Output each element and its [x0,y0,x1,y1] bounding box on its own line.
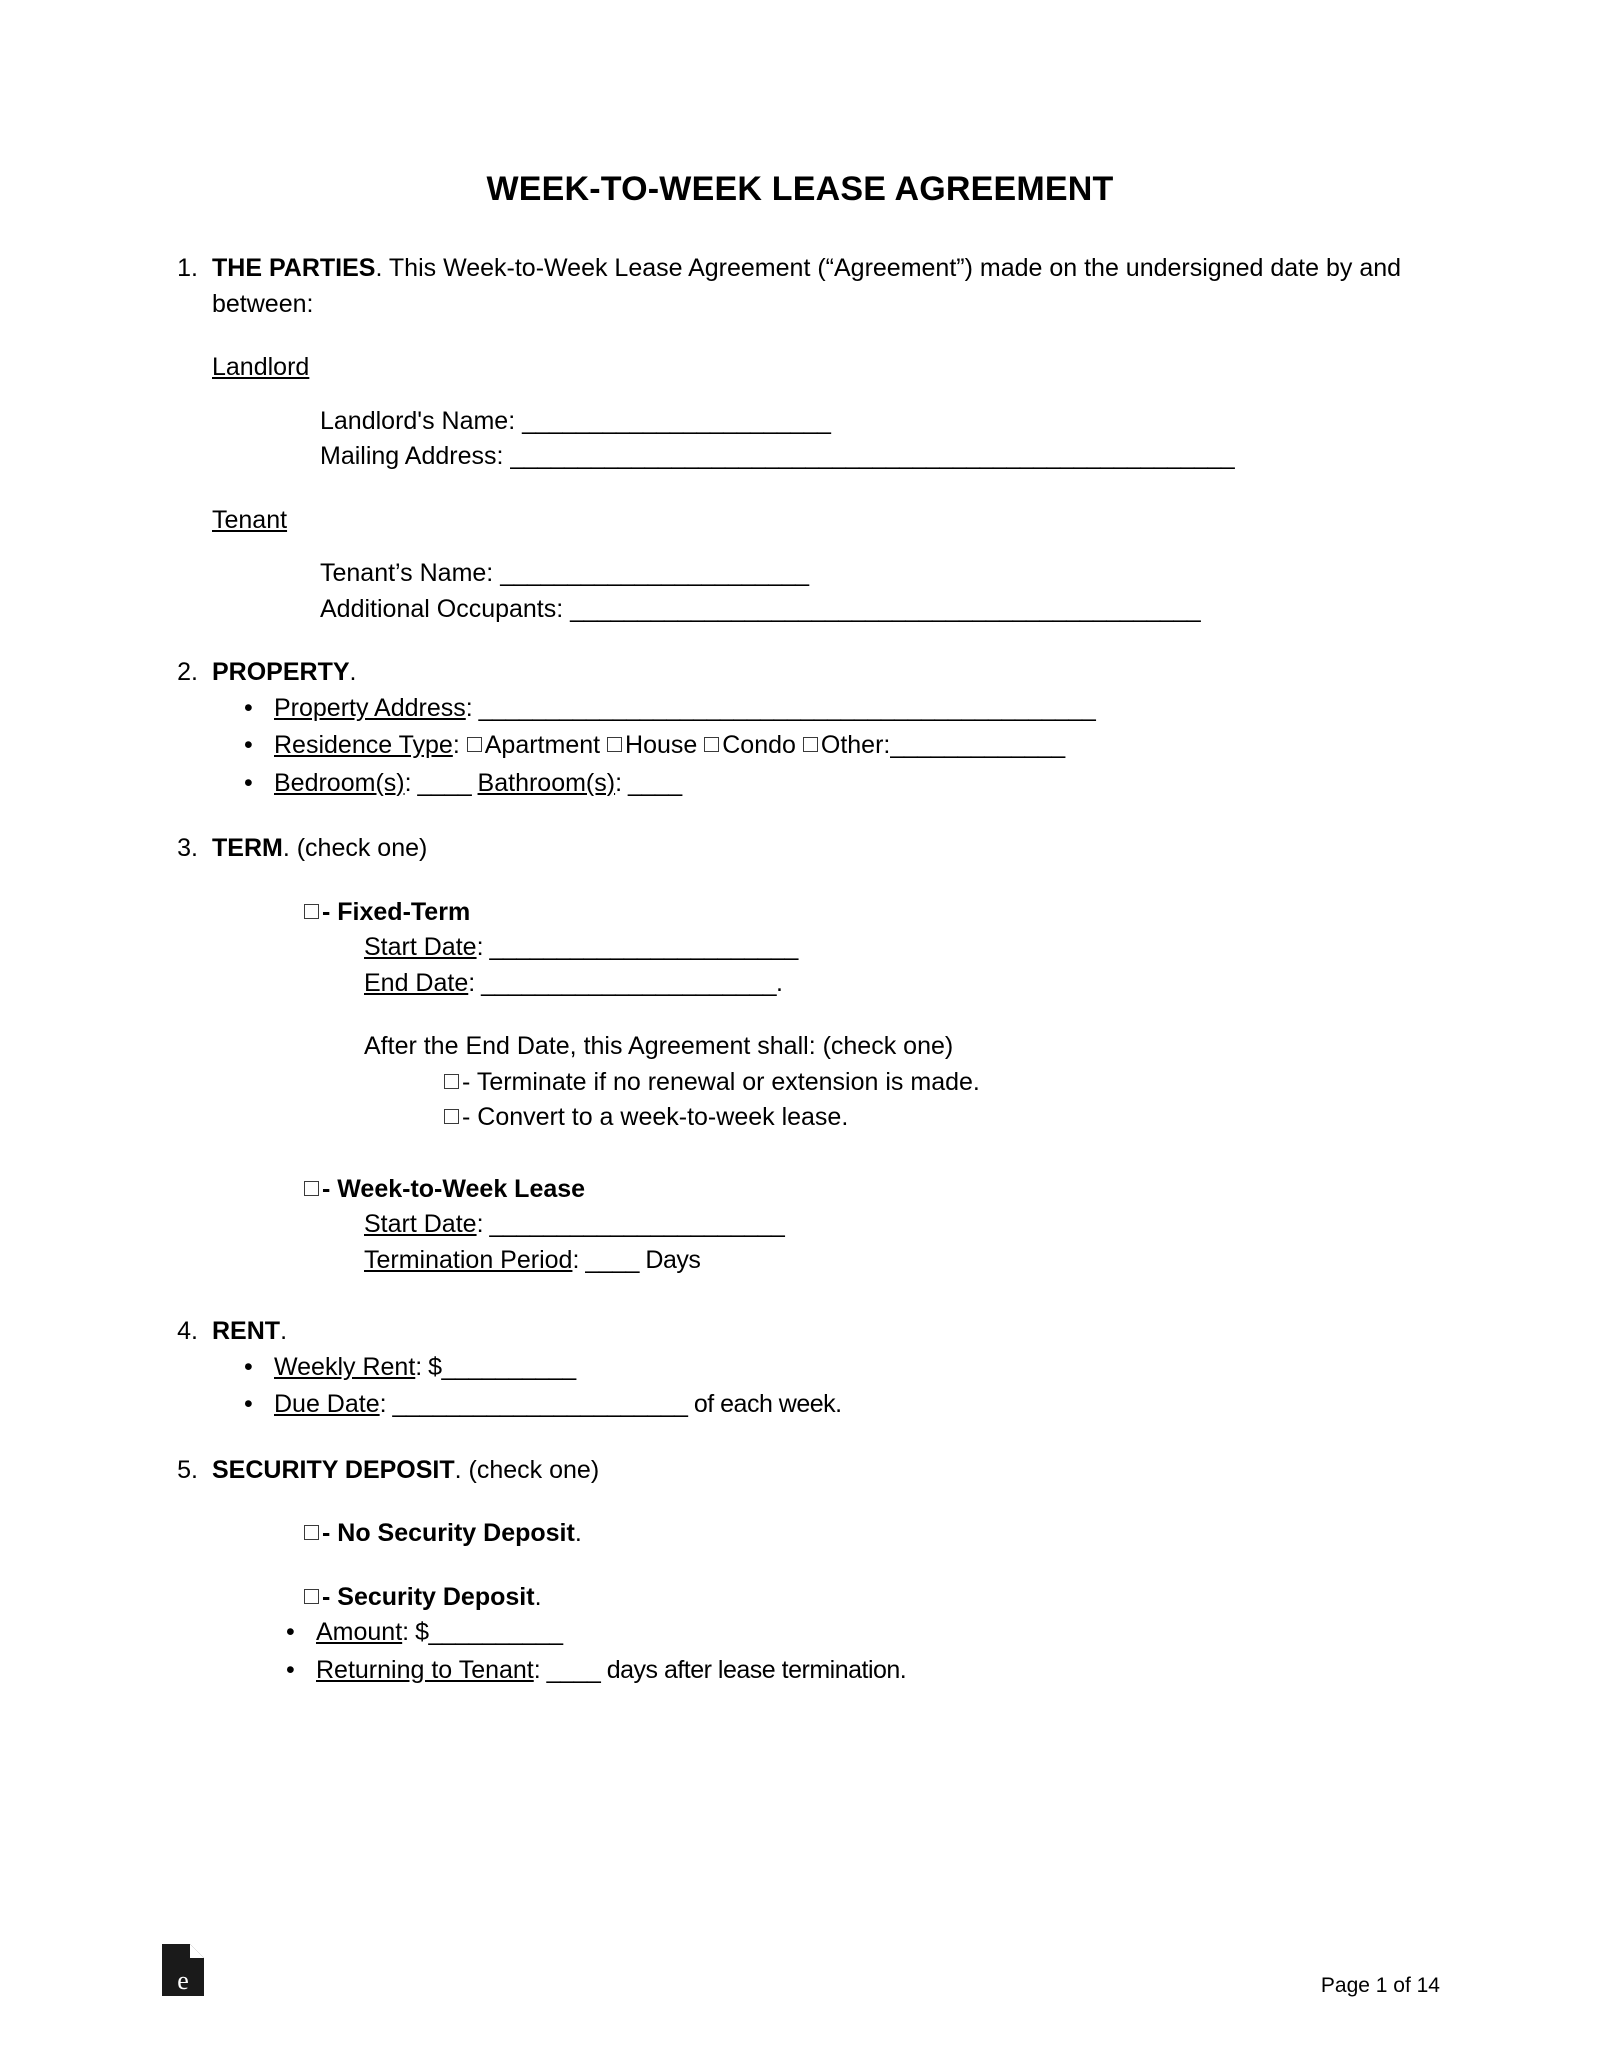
additional-occupants-label: Additional Occupants: [320,594,564,623]
week-to-week-start-field[interactable]: : ______________________ [476,1210,785,1238]
fixed-term-option-row [304,895,1440,931]
bathrooms-field[interactable]: : ____ [615,768,682,797]
clause-term-suffix: . (check one) [282,834,428,862]
list-item [212,1387,1440,1423]
checkbox-house-icon[interactable] [607,737,622,752]
list-item [212,1653,1440,1689]
clause-number: 3. [177,834,198,862]
after-end-option-1-label: - Terminate if no renewal or extension is made. [462,1067,980,1096]
fixed-term-end-row [364,966,1440,1002]
clause-content [212,251,1440,627]
clause-parties [160,251,1440,627]
residence-option-condo: Condo [722,731,796,759]
fixed-term-label: - Fixed-Term [322,897,471,926]
weekly-rent-field[interactable]: : $__________ [415,1352,576,1381]
fixed-term-start-row [364,930,1440,966]
residence-type-colon: : [452,731,467,759]
page-title: WEEK-TO-WEEK LEASE AGREEMENT [486,170,1114,208]
due-date-label: Due Date [274,1390,380,1418]
week-to-week-start-row [364,1207,1440,1243]
fixed-term-start-label: Start Date [364,933,477,961]
landlord-name-field[interactable]: _______________________ [522,406,831,435]
tenant-name-label: Tenant’s Name: [320,559,494,587]
property-bullet-list [212,691,1440,802]
residence-option-other: Other: [820,731,891,759]
tenant-name-row [320,556,1440,592]
list-item [212,728,1440,764]
fixed-term-end-label: End Date [364,968,469,997]
landlord-address-row [320,439,1440,475]
list-item [212,766,1440,802]
tenant-section-label: Tenant [212,505,288,534]
due-date-field[interactable]: : ______________________ of each week. [379,1390,842,1418]
clause-property [160,655,1440,803]
checkbox-terminate-icon[interactable] [444,1074,459,1089]
after-end-option-2-row [444,1100,1440,1136]
clause-content [212,1453,1440,1691]
week-to-week-option-row [304,1172,1440,1208]
property-address-field[interactable]: : ______________________________________________ [465,693,1096,722]
deposit-amount-label: Amount [316,1618,403,1646]
checkbox-week-to-week-icon[interactable] [304,1181,319,1196]
clause-parties-intro: . This Week-to-Week Lease Agreement (“Agreement”) made on the undersigned date by and between: [212,254,1402,318]
fixed-term-end-field[interactable]: : ______________________. [468,968,783,997]
clause-content [212,831,1440,1278]
no-security-deposit-row [304,1516,1440,1552]
clause-rent [160,1314,1440,1425]
clause-number: 4. [177,1317,198,1345]
checkbox-apartment-icon[interactable] [467,737,482,752]
clause-number: 2. [177,658,198,686]
clause-heading-property: PROPERTY [212,658,350,686]
clause-heading-parties: THE PARTIES [212,254,376,282]
additional-occupants-row [320,592,1440,628]
week-to-week-label: - Week-to-Week Lease [322,1174,586,1203]
additional-occupants-field[interactable]: _______________________________________________ [570,594,1201,623]
mailing-address-label: Mailing Address: [320,442,504,470]
checkbox-convert-icon[interactable] [444,1109,459,1124]
deposit-returning-label: Returning to Tenant [316,1655,534,1684]
clause-term [160,831,1440,1278]
security-deposit-suffix: . [534,1582,542,1611]
fixed-term-start-field[interactable]: : _______________________ [476,933,798,961]
after-end-date-text: After the End Date, this Agreement shall: (check one) [364,1032,954,1060]
after-end-option-1-row [444,1065,1440,1101]
clause-security-deposit [160,1453,1440,1691]
bedrooms-label: Bedroom(s) [274,768,405,797]
list-item [212,691,1440,727]
bedrooms-field[interactable]: : ____ [404,768,478,797]
clause-heading-term: TERM [212,834,283,862]
list-item [212,1350,1440,1386]
clause-content [212,655,1440,803]
residence-other-field[interactable]: _____________ [890,731,1065,759]
residence-type-label: Residence Type [274,731,453,759]
landlord-name-label: Landlord's Name: [320,406,516,435]
page-footer [160,1942,1440,1998]
landlord-section-label: Landlord [212,353,310,381]
landlord-name-row [320,404,1440,440]
checkbox-condo-icon[interactable] [704,737,719,752]
no-security-deposit-suffix: . [574,1519,582,1547]
security-deposit-row [304,1580,1440,1616]
security-deposit-label: - Security Deposit [322,1582,535,1611]
checkbox-fixed-term-icon[interactable] [304,904,319,919]
tenant-name-field[interactable]: _______________________ [500,559,809,587]
clause-content [212,1314,1440,1425]
clause-security-suffix: . (check one) [454,1455,600,1484]
checkbox-other-icon[interactable] [803,737,818,752]
eforms-logo-icon [160,1942,206,1998]
weekly-rent-label: Weekly Rent [274,1352,416,1381]
residence-option-house: House [625,731,698,759]
clause-heading-security-deposit: SECURITY DEPOSIT [212,1455,455,1484]
property-address-label: Property Address [274,693,466,722]
svg-text:e: e [177,1966,189,1995]
week-to-week-start-label: Start Date [364,1210,477,1238]
clause-property-suffix: . [349,658,357,686]
page-number: Page 1 of 14 [1320,1974,1440,1997]
residence-option-apartment: Apartment [484,731,601,759]
termination-period-field[interactable]: : ____ Days [572,1245,701,1274]
deposit-amount-field[interactable]: : $__________ [402,1618,563,1646]
termination-period-row [364,1243,1440,1279]
rent-bullet-list [212,1350,1440,1423]
no-security-deposit-label: - No Security Deposit [322,1519,575,1547]
checkbox-no-security-deposit-icon[interactable] [304,1525,319,1540]
bathrooms-label: Bathroom(s) [477,768,616,797]
clause-number: 1. [177,254,198,282]
security-deposit-bullet-list [212,1615,1440,1688]
termination-period-label: Termination Period [364,1245,573,1274]
checkbox-security-deposit-icon[interactable] [304,1589,319,1604]
after-end-option-2-label: - Convert to a week-to-week lease. [462,1103,849,1131]
clause-heading-rent: RENT [212,1317,281,1345]
mailing-address-field[interactable]: ______________________________________________________ [510,442,1235,470]
clause-number: 5. [177,1455,198,1484]
list-item [212,1615,1440,1651]
clause-rent-suffix: . [280,1317,288,1345]
deposit-returning-field[interactable]: : ____ days after lease termination. [533,1655,907,1684]
